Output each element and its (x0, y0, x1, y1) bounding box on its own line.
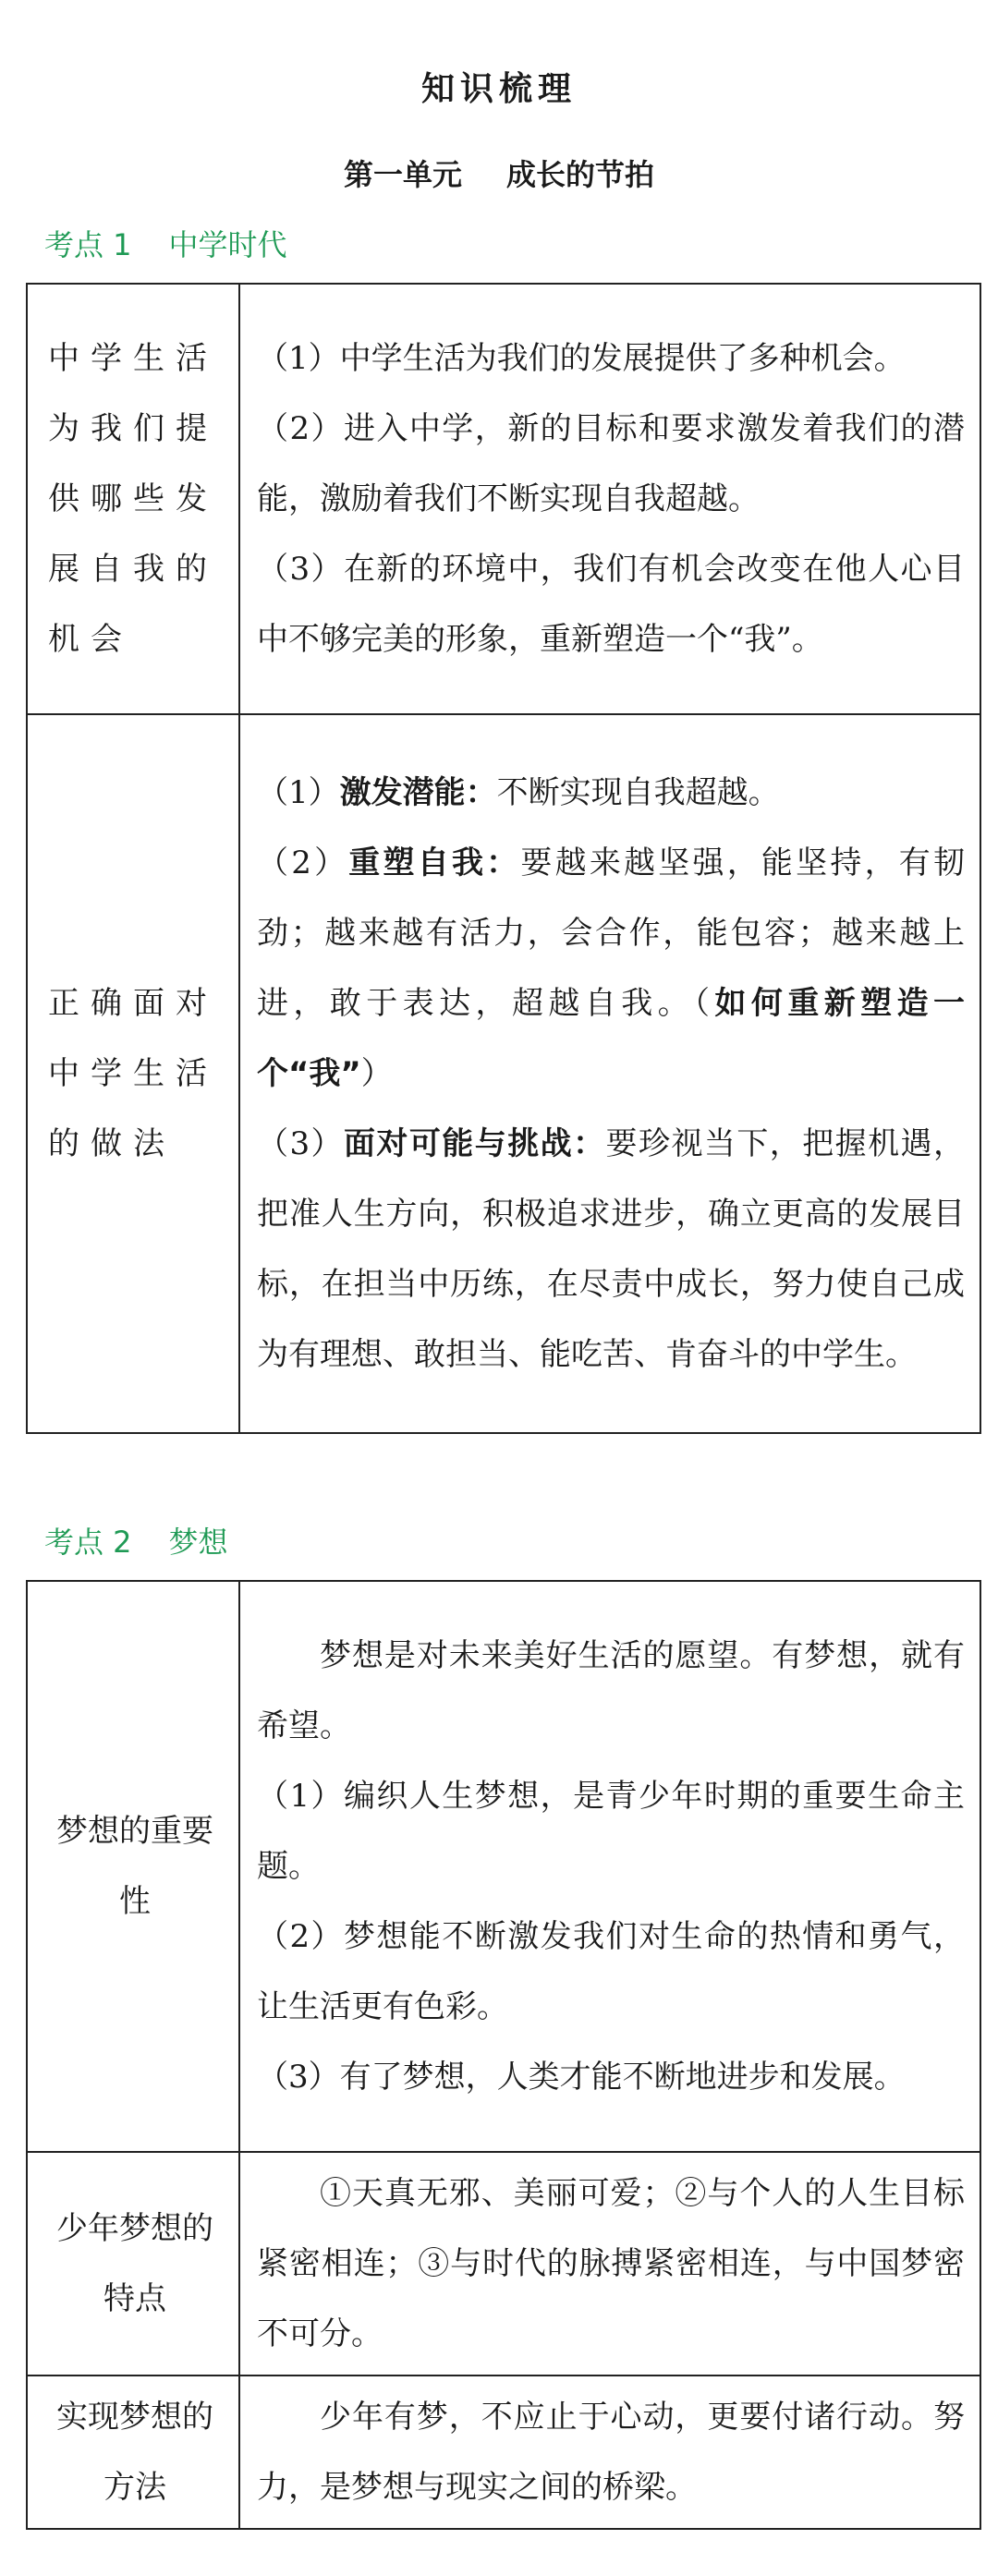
item-number: （1） (257, 774, 340, 811)
item-text: 要越来越坚强，能坚持，有韧劲；越来越有活力，会合作，能包容；越来越上进，敢于表达，超越自我。（ (257, 844, 966, 1022)
list-item: （1）编织人生梦想，是青少年时期的重要生命主题。 (257, 1778, 965, 1885)
list-item: （2）进入中学，新的目标和要求激发着我们的潜能，激励着我们不断实现自我超越。 (257, 410, 965, 517)
kaodian-2-heading (44, 1519, 228, 1561)
kaodian-2-table (26, 1580, 981, 2530)
row-text: 少年有梦，不应止于心动，更要付诸行动。努力，是梦想与现实之间的桥梁。 (257, 2399, 965, 2506)
table-row (27, 714, 980, 1433)
list-item: （3）有了梦想，人类才能不断地进步和发展。 (257, 2059, 906, 2096)
list-item (257, 828, 965, 1109)
list-item (257, 758, 965, 828)
row-content (239, 2152, 980, 2376)
item-keyword: 面对可能与挑战： (343, 1125, 606, 1162)
item-keyword: 重塑自我： (348, 844, 521, 881)
table-row (27, 2376, 980, 2529)
list-item: （2）梦想能不断激发我们对生命的热情和勇气，让生活更有色彩。 (257, 1918, 965, 2025)
kaodian-1-heading (44, 222, 287, 264)
row-header: 少年梦想的特点 (27, 2152, 239, 2376)
kaodian-1-table (26, 283, 981, 1434)
list-item: （1）中学生活为我们的发展提供了多种机会。 (257, 340, 906, 377)
table-row (27, 1581, 980, 2152)
kaodian-1-label: 考点 1 (44, 227, 132, 262)
kaodian-2-label: 考点 2 (44, 1525, 132, 1560)
row-content (239, 284, 980, 714)
item-number: （2） (257, 844, 349, 881)
kaodian-1-name: 中学时代 (168, 227, 287, 262)
unit-prefix: 第一单元 (343, 157, 462, 192)
row-content (239, 1581, 980, 2152)
row-content (239, 714, 980, 1433)
row-content (239, 2376, 980, 2529)
row-text: ①天真无邪、美丽可爱；②与个人的人生目标紧密相连；③与时代的脉搏紧密相连，与中国梦密不可分。 (257, 2175, 965, 2352)
kaodian-2-name: 梦想 (168, 1525, 228, 1560)
list-item: （3）在新的环境中，我们有机会改变在他人心目中不够完美的形象，重新塑造一个“我”。 (257, 551, 965, 658)
page-title: 知识梳理 (420, 70, 577, 108)
row-header: 正确面对中学生活的做法 (27, 714, 239, 1433)
table-row (27, 2152, 980, 2376)
item-text: ） (360, 1055, 393, 1092)
item-text: 要珍视当下，把握机遇，把准人生方向，积极追求进步，确立更高的发展目标，在担当中历练，在尽责中成长，努力使自己成为有理想、敢担当、能吃苦、肯奋斗的中学生。 (257, 1125, 966, 1373)
row-header: 中学生活为我们提供哪些发展自我的机会 (27, 284, 239, 714)
intro-text: 梦想是对未来美好生活的愿望。有梦想，就有希望。 (257, 1637, 965, 1744)
item-keyword: 激发潜能： (339, 774, 497, 811)
item-text: 不断实现自我超越。 (496, 774, 780, 811)
unit-name: 成长的节拍 (506, 157, 655, 192)
item-keyword: 如何重新塑造一个“我” (257, 985, 966, 1092)
table-row (27, 284, 980, 714)
row-header: 梦想的重要性 (27, 1581, 239, 2152)
list-item (257, 1109, 965, 1390)
unit-title (0, 152, 998, 194)
item-number: （3） (257, 1125, 344, 1162)
row-header: 实现梦想的方法 (27, 2376, 239, 2529)
